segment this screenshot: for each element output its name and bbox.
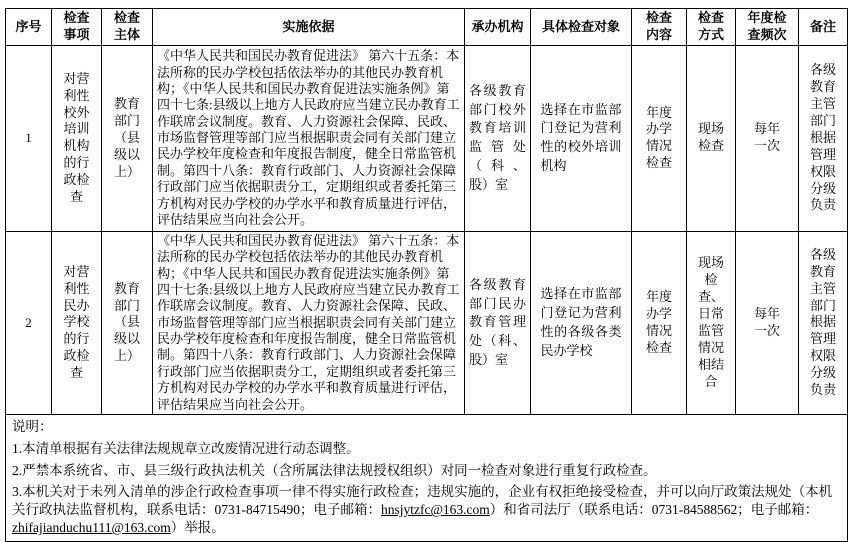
header-seq: 序号	[6, 9, 52, 46]
note-3-text-suffix: ）举报。	[170, 519, 225, 535]
cell-r2-content: 年度办学情况检查	[632, 231, 687, 414]
note-3-text-prefix: 3.本机关对于未列入清单的涉企行政检查事项一律不得实施行政检查；违规实施的，企业有权拒绝接受检查，并可以向厅政策法规处（本机关行政执法监督机构，联系电话：0731-84715490；电子邮箱：	[12, 484, 833, 518]
header-basis: 实施依据	[153, 9, 465, 46]
cell-r1-frequency: 每年一次	[736, 45, 799, 231]
header-content: 检查内容	[632, 9, 687, 46]
policy-division-email-link[interactable]: hnsjytzfc@163.com	[381, 502, 490, 518]
notes-row	[6, 414, 848, 541]
cell-r2-basis: 《中华人民共和国民办教育促进法》 第六十五条：本法所称的民办学校包括依法举办的其他民办教育机构；《中华人民共和国民办教育促进法实施条例》第四十七条:县级以上地方人民政府应当建立民办教育工作联席会议制度。教育、人力资源社会保障、民政、市场监督管理等部门应当根据职责会同有关部门建立民办学校年度检查和年度报告制度，健全日常监管机制。第四十八条：教育行政部门、人力资源社会保障行政部门应当依据职责分工，定期组织或者委托第三方机构对民办学校的办学水平和教育质量进行评估，评估结果应当向社会公开。	[153, 231, 465, 414]
note-item-3	[12, 483, 841, 536]
cell-r1-basis: 《中华人民共和国民办教育促进法》 第六十五条：本法所称的民办学校包括依法举办的其他民办教育机构；《中华人民共和国民办教育促进法实施条例》第四十七条:县级以上地方人民政府应当建立民办教育工作联席会议制度。教育、人力资源社会保障、民政、市场监督管理等部门应当根据职责会同有关部门建立民办学校年度检查和年度报告制度，健全日常监管机制。第四十八条：教育行政部门、人力资源社会保障行政部门应当依据职责分工，定期组织或者委托第三方机构对民办学校的办学水平和教育质量进行评估，评估结果应当向社会公开。	[153, 45, 465, 231]
note-item-2: 2.严禁本系统省、市、县三级行政执法机关（含所属法律法规授权组织）对同一检查对象进行重复行政检查。	[12, 462, 657, 478]
cell-r2-frequency: 每年一次	[736, 231, 799, 414]
cell-r2-method: 现场检查、日常监管情况相结合	[687, 231, 736, 414]
cell-r1-subject: 教育部门（县级以上）	[102, 45, 153, 231]
cell-r1-method: 现场检查	[687, 45, 736, 231]
notes-label: 说明：	[12, 418, 53, 434]
header-remark: 备注	[799, 9, 848, 46]
cell-r1-item: 对营利性校外培训机构的行政检查	[52, 45, 102, 231]
header-agency: 承办机构	[465, 9, 531, 46]
cell-r2-target: 选择在市监部门登记为营利性的各级各类民办学校	[531, 231, 632, 414]
header-row	[6, 9, 848, 46]
cell-r2-subject: 教育部门（县级以上）	[102, 231, 153, 414]
header-method: 检查方式	[687, 9, 736, 46]
inspection-table	[5, 8, 848, 542]
cell-r1-remark: 各级教育主管部门根据管理权限分级负责	[799, 45, 848, 231]
cell-r1-agency: 各级教育部门校外教育培训监管处（科、股）室	[465, 45, 531, 231]
cell-r2-seq: 2	[6, 231, 52, 414]
cell-r2-agency: 各级教育部门民办教育管理处（科、股）室	[465, 231, 531, 414]
notes-section	[6, 414, 848, 541]
cell-r2-item: 对营利性民办学校的行政检查	[52, 231, 102, 414]
header-item: 检查事项	[52, 9, 102, 46]
cell-r1-target: 选择在市监部门登记为营利性的校外培训机构	[531, 45, 632, 231]
note-3-text-middle: ）和省司法厅（联系电话：0731-84588562；电子邮箱：	[489, 502, 819, 518]
note-item-1: 1.本清单根据有关法律法规规章立改废情况进行动态调整。	[12, 440, 360, 456]
cell-r1-seq: 1	[6, 45, 52, 231]
cell-r2-remark: 各级教育主管部门根据管理权限分级负责	[799, 231, 848, 414]
header-subject: 检查主体	[102, 9, 153, 46]
justice-department-email-link[interactable]: zhifajianduchu111@163.com	[12, 519, 171, 535]
table-row-2	[6, 231, 848, 414]
header-target: 具体检查对象	[531, 9, 632, 46]
table-row-1	[6, 45, 848, 231]
header-frequency: 年度检查频次	[736, 9, 799, 46]
cell-r1-content: 年度办学情况检查	[632, 45, 687, 231]
